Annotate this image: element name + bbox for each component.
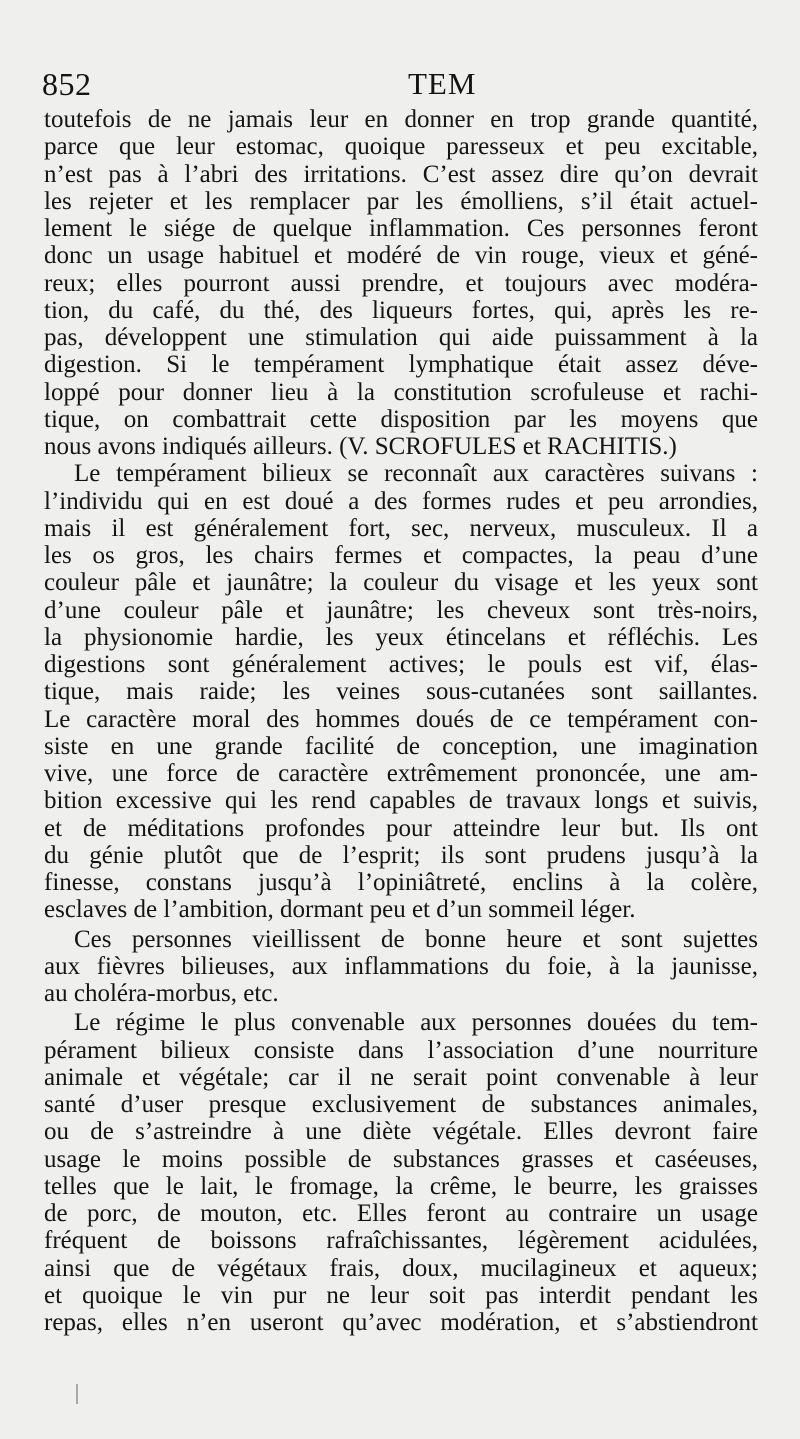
text-line: aux fièvres bilieuses, aux inflammations du foie, à la jaunisse, [44, 952, 758, 980]
text-line: les rejeter et les remplacer par les émolliens, s’il était actuel- [44, 187, 758, 215]
running-head: TEM [408, 66, 477, 101]
text-line: tique, mais raide; les veines sous-cutanées sont saillantes. [44, 678, 758, 706]
text-line: telles que le lait, le fromage, la crême, le beurre, les graisses [44, 1172, 758, 1200]
text-line: et de méditations profondes pour atteindre leur but. Ils ont [44, 814, 758, 842]
text-line: tion, du café, du thé, des liqueurs fortes, qui, après les re- [44, 296, 758, 324]
page-header [42, 66, 762, 102]
text-line: finesse, constans jusqu’à l’opiniâtreté, enclins à la colère, [44, 869, 758, 896]
text-line: bition excessive qui les rend capables de travaux longs et suivis, [44, 787, 758, 815]
text-line: esclaves de l’ambition, dormant peu et d’un sommeil léger. [44, 896, 636, 924]
text-line: santé d’user presque exclusivement de substances animales, [44, 1091, 758, 1118]
text-line: repas, elles n’en useront qu’avec modération, et s’abstiendront [44, 1309, 758, 1336]
text-line: mais il est généralement fort, sec, nerveux, musculeux. Il a [44, 514, 758, 542]
text-line: vive, une force de caractère extrêmement prononcée, une am- [44, 760, 758, 787]
text-line: de porc, de mouton, etc. Elles feront au contraire un usage [44, 1200, 758, 1227]
paragraph-start-line: Ces personnes vieillissent de bonne heure et sont sujettes [74, 925, 758, 953]
text-line: loppé pour donner lieu à la constitution scrofuleuse et rachi- [44, 378, 758, 406]
text-line: n’est pas à l’abri des irritations. C’est assez dire qu’on devrait [44, 160, 758, 188]
text-line: animale et végétale; car il ne serait point convenable à leur [44, 1063, 758, 1091]
text-line: parce que leur estomac, quoique paresseux et peu excitable, [44, 133, 758, 161]
paragraph-start-line: Le régime le plus convenable aux personnes douées du tem- [74, 1009, 758, 1037]
text-line: usage le moins possible de substances grasses et caséeuses, [44, 1145, 758, 1173]
text-line: ainsi que de végétaux frais, doux, mucilagineux et aqueux; [44, 1254, 758, 1282]
text-line: ou de s’astreindre à une diète végétale. Elles devront faire [44, 1118, 758, 1146]
text-line: pérament bilieux consiste dans l’association d’une nourriture [44, 1036, 758, 1064]
text-line: couleur pâle et jaunâtre; la couleur du visage et les yeux sont [44, 569, 758, 597]
text-line: toutefois de ne jamais leur en donner en trop grande quantité, [44, 106, 758, 133]
text-line: siste en une grande facilité de conception, une imagination [44, 732, 758, 760]
text-line: la physionomie hardie, les yeux étincelans et réfléchis. Les [44, 623, 758, 651]
text-line: tique, on combattrait cette disposition par les moyens que [44, 405, 758, 433]
text-line: du génie plutôt que de l’esprit; ils sont prudens jusqu’à la [44, 841, 758, 869]
page-number: 852 [42, 66, 92, 102]
text-line: reux; elles pourront aussi prendre, et toujours avec modéra- [44, 269, 758, 297]
text-line: digestion. Si le tempérament lymphatique était assez déve- [44, 351, 758, 379]
body-text [44, 106, 758, 1336]
text-line: fréquent de boissons rafraîchissantes, légèrement acidulées, [44, 1227, 758, 1255]
text-line: l’individu qui en est doué a des formes rudes et peu arrondies, [44, 487, 758, 515]
text-line: d’une couleur pâle et jaunâtre; les cheveux sont très-noirs, [44, 596, 758, 624]
text-line: nous avons indiqués ailleurs. (V. SCROFULES et RACHITIS.) [44, 433, 677, 460]
text-line: Le caractère moral des hommes doués de ce tempérament con- [44, 705, 758, 733]
text-line: donc un usage habituel et modéré de vin rouge, vieux et géné- [44, 242, 758, 270]
text-line: lement le siége de quelque inflammation. Ces personnes feront [44, 215, 758, 242]
text-line: digestions sont généralement actives; le pouls est vif, élas- [44, 651, 758, 678]
print-mark [76, 1384, 78, 1404]
text-line: pas, développent une stimulation qui aide puissamment à la [44, 324, 758, 351]
paragraph-start-line: Le tempérament bilieux se reconnaît aux caractères suivans : [74, 460, 758, 488]
text-line: les os gros, les chairs fermes et compactes, la peau d’une [44, 542, 758, 569]
text-line: et quoique le vin pur ne leur soit pas interdit pendant les [44, 1281, 758, 1309]
text-line: au choléra-morbus, etc. [44, 980, 279, 1007]
